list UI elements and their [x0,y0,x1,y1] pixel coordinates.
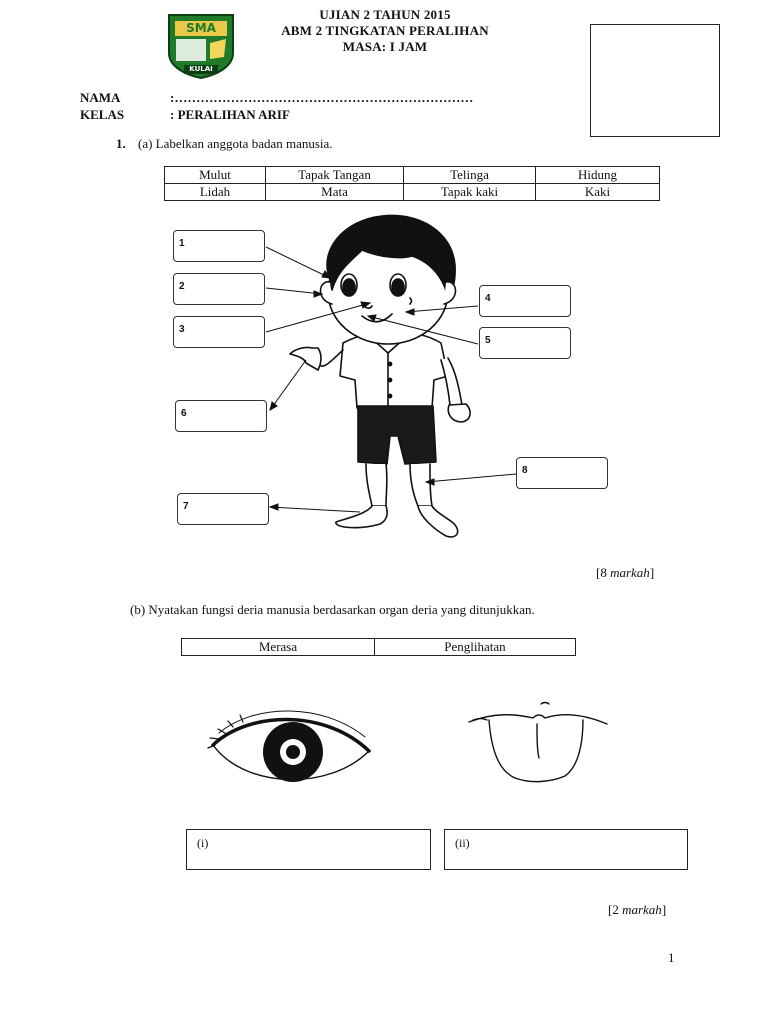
answer-box-ii[interactable] [444,829,688,870]
label-box-number: 1 [179,238,185,249]
question-1a-text: (a) Labelkan anggota badan manusia. [138,136,333,151]
answer-box-label: (i) [197,836,209,850]
label-box-number: 4 [485,293,491,304]
page-number: 1 [668,950,675,965]
exam-subject: ABM 2 TINGKATAN PERALIHAN [281,23,489,38]
label-box-number: 8 [522,465,528,476]
word-bank-cell: Mulut [165,167,266,184]
question-number: 1. [116,136,126,151]
label-box-number: 3 [179,324,185,335]
eye-illustration [205,705,377,797]
word-bank-cell: Telinga [404,167,536,184]
class-label: KELAS [80,107,125,122]
marks-a [596,565,654,581]
label-box-7[interactable] [177,493,269,525]
label-box-number: 7 [183,501,189,512]
marks-a-word: markah [610,565,650,580]
answer-box-label: (ii) [455,836,470,850]
school-logo [166,13,236,79]
label-box-number: 6 [181,408,187,419]
marks-b-open: [2 [608,902,623,917]
word-bank-cell: Hidung [536,167,660,184]
label-box-number: 5 [485,335,491,346]
word-bank-b-table [181,638,576,656]
name-field[interactable]: :…………………………………………………………… [170,90,474,105]
word-bank-cell: Mata [266,184,404,201]
logo-text: SMA [186,21,216,35]
question-1b-text: (b) Nyatakan fungsi deria manusia berdasarkan organ deria yang ditunjukkan. [130,602,535,617]
word-bank-b-cell: Merasa [182,639,375,656]
marks-b [608,902,666,918]
word-bank-row [165,184,660,201]
word-bank-cell: Tapak Tangan [266,167,404,184]
label-box-3[interactable] [173,316,265,348]
word-bank-cell: Lidah [165,184,266,201]
class-value: : PERALIHAN ARIF [170,107,290,122]
photo-box [590,24,720,137]
logo-subtext: KULAI [189,65,213,73]
label-box-4[interactable] [479,285,571,317]
label-box-8[interactable] [516,457,608,489]
label-box-number: 2 [179,281,185,292]
word-bank-cell: Tapak kaki [404,184,536,201]
marks-a-close: ] [649,565,655,580]
word-bank-b-row [182,639,576,656]
label-box-2[interactable] [173,273,265,305]
word-bank-b-cell: Penglihatan [375,639,576,656]
word-bank-table [164,166,660,201]
boy-illustration [0,210,768,550]
exam-duration: MASA: I JAM [342,39,428,54]
marks-b-close: ] [661,902,667,917]
word-bank-cell: Kaki [536,184,660,201]
label-box-6[interactable] [175,400,267,432]
label-box-1[interactable] [173,230,265,262]
label-box-5[interactable] [479,327,571,359]
name-label: NAMA [80,90,121,105]
exam-title: UJIAN 2 TAHUN 2015 [319,7,451,22]
word-bank-row [165,167,660,184]
answer-box-i[interactable] [186,829,431,870]
marks-a-open: [8 [596,565,611,580]
tongue-illustration [465,698,610,788]
marks-b-word: markah [622,902,662,917]
